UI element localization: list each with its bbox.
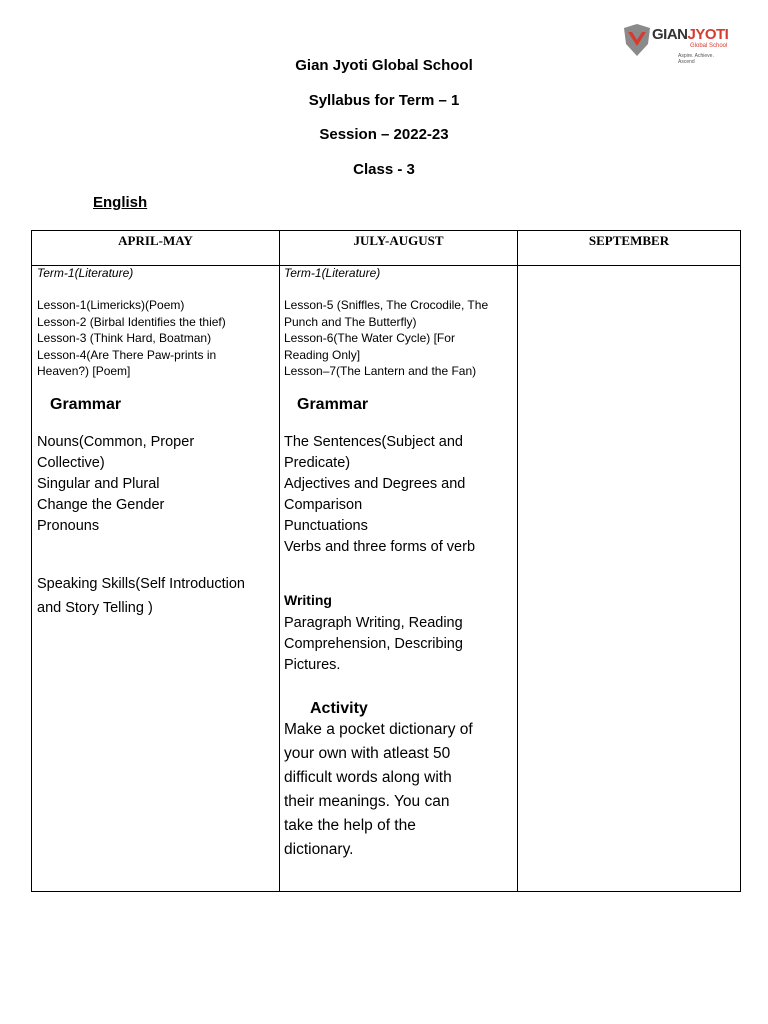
activity-line: Make a pocket dictionary of: [284, 721, 473, 738]
july-august-activity-text: [284, 718, 473, 862]
july-august-grammar-list: [284, 432, 475, 558]
lesson-line: Heaven?) [Poem]: [37, 364, 131, 378]
grammar-line: Punctuations: [284, 518, 368, 534]
session-label: Session – 2022-23: [319, 126, 449, 143]
lesson-line: Reading Only]: [284, 347, 361, 362]
syllabus-table: [31, 230, 741, 892]
april-may-lessons: [37, 297, 226, 380]
logo-tagline: Aspire. Achieve. Ascend: [678, 53, 714, 65]
grammar-line: Change the Gender: [37, 497, 165, 513]
grammar-line: Pronouns: [37, 518, 100, 534]
lesson-line: Lesson-4(Are There Paw-prints in: [37, 347, 217, 362]
writing-line: Paragraph Writing, Reading: [284, 615, 463, 631]
grammar-line: Collective): [37, 455, 105, 471]
column-divider: [279, 231, 280, 891]
april-may-grammar-heading: Grammar: [50, 396, 122, 413]
lesson-line: Punch and The Butterfly): [284, 314, 417, 329]
shield-chevron-icon: [622, 24, 652, 58]
column-header-april-may: APRIL-MAY: [118, 233, 193, 248]
july-august-grammar-heading: Grammar: [297, 396, 369, 413]
logo-subtitle: Global School: [690, 43, 728, 49]
july-august-lessons: [284, 297, 488, 380]
writing-line: Pictures.: [284, 657, 341, 673]
lesson-line: Lesson-1(Limericks)(Poem): [37, 298, 185, 312]
lesson-line: Lesson-5 (Sniffles, The Crocodile, The: [284, 298, 489, 312]
lesson-line: Lesson-6(The Water Cycle) [For: [284, 331, 455, 345]
column-header-september: SEPTEMBER: [588, 233, 670, 248]
activity-line: your own with atleast 50: [284, 745, 451, 762]
school-name: Gian Jyoti Global School: [295, 57, 473, 74]
grammar-line: Verbs and three forms of verb: [284, 539, 476, 555]
april-may-grammar-list: [37, 432, 194, 537]
speaking-line: Speaking Skills(Self Introduction: [37, 576, 245, 592]
september-cell: [518, 266, 740, 891]
july-august-term: Term-1(Literature): [284, 266, 381, 280]
class-label: Class - 3: [353, 161, 415, 178]
lesson-line: Lesson-3 (Think Hard, Boatman): [37, 331, 212, 345]
april-may-speaking-skills: [37, 572, 245, 620]
grammar-line: Comparison: [284, 497, 363, 513]
syllabus-title: Syllabus for Term – 1: [308, 92, 460, 109]
activity-line: their meanings. You can: [284, 793, 450, 810]
lesson-line: Lesson-2 (Birbal Identifies the thief): [37, 314, 226, 329]
column-header-july-august: JULY-AUGUST: [353, 233, 444, 248]
grammar-line: Predicate): [284, 455, 351, 471]
speaking-line: and Story Telling ): [37, 600, 153, 616]
grammar-line: Singular and Plural: [37, 476, 160, 492]
grammar-line: Adjectives and Degrees and: [284, 476, 466, 492]
logo-brand: GIANJYOTI: [652, 26, 729, 43]
activity-line: take the help of the: [284, 817, 416, 834]
activity-line: dictionary.: [284, 841, 354, 858]
july-august-activity-heading: Activity: [310, 700, 368, 717]
april-may-term: Term-1(Literature): [37, 266, 134, 280]
grammar-line: Nouns(Common, Proper: [37, 434, 195, 450]
activity-line: difficult words along with: [284, 769, 452, 786]
july-august-writing-heading: Writing: [284, 592, 332, 608]
writing-line: Comprehension, Describing: [284, 636, 463, 652]
subject-title: English: [93, 194, 148, 211]
july-august-writing-list: [284, 613, 463, 676]
grammar-line: The Sentences(Subject and: [284, 434, 463, 450]
lesson-line: Lesson–7(The Lantern and the Fan): [284, 364, 477, 378]
